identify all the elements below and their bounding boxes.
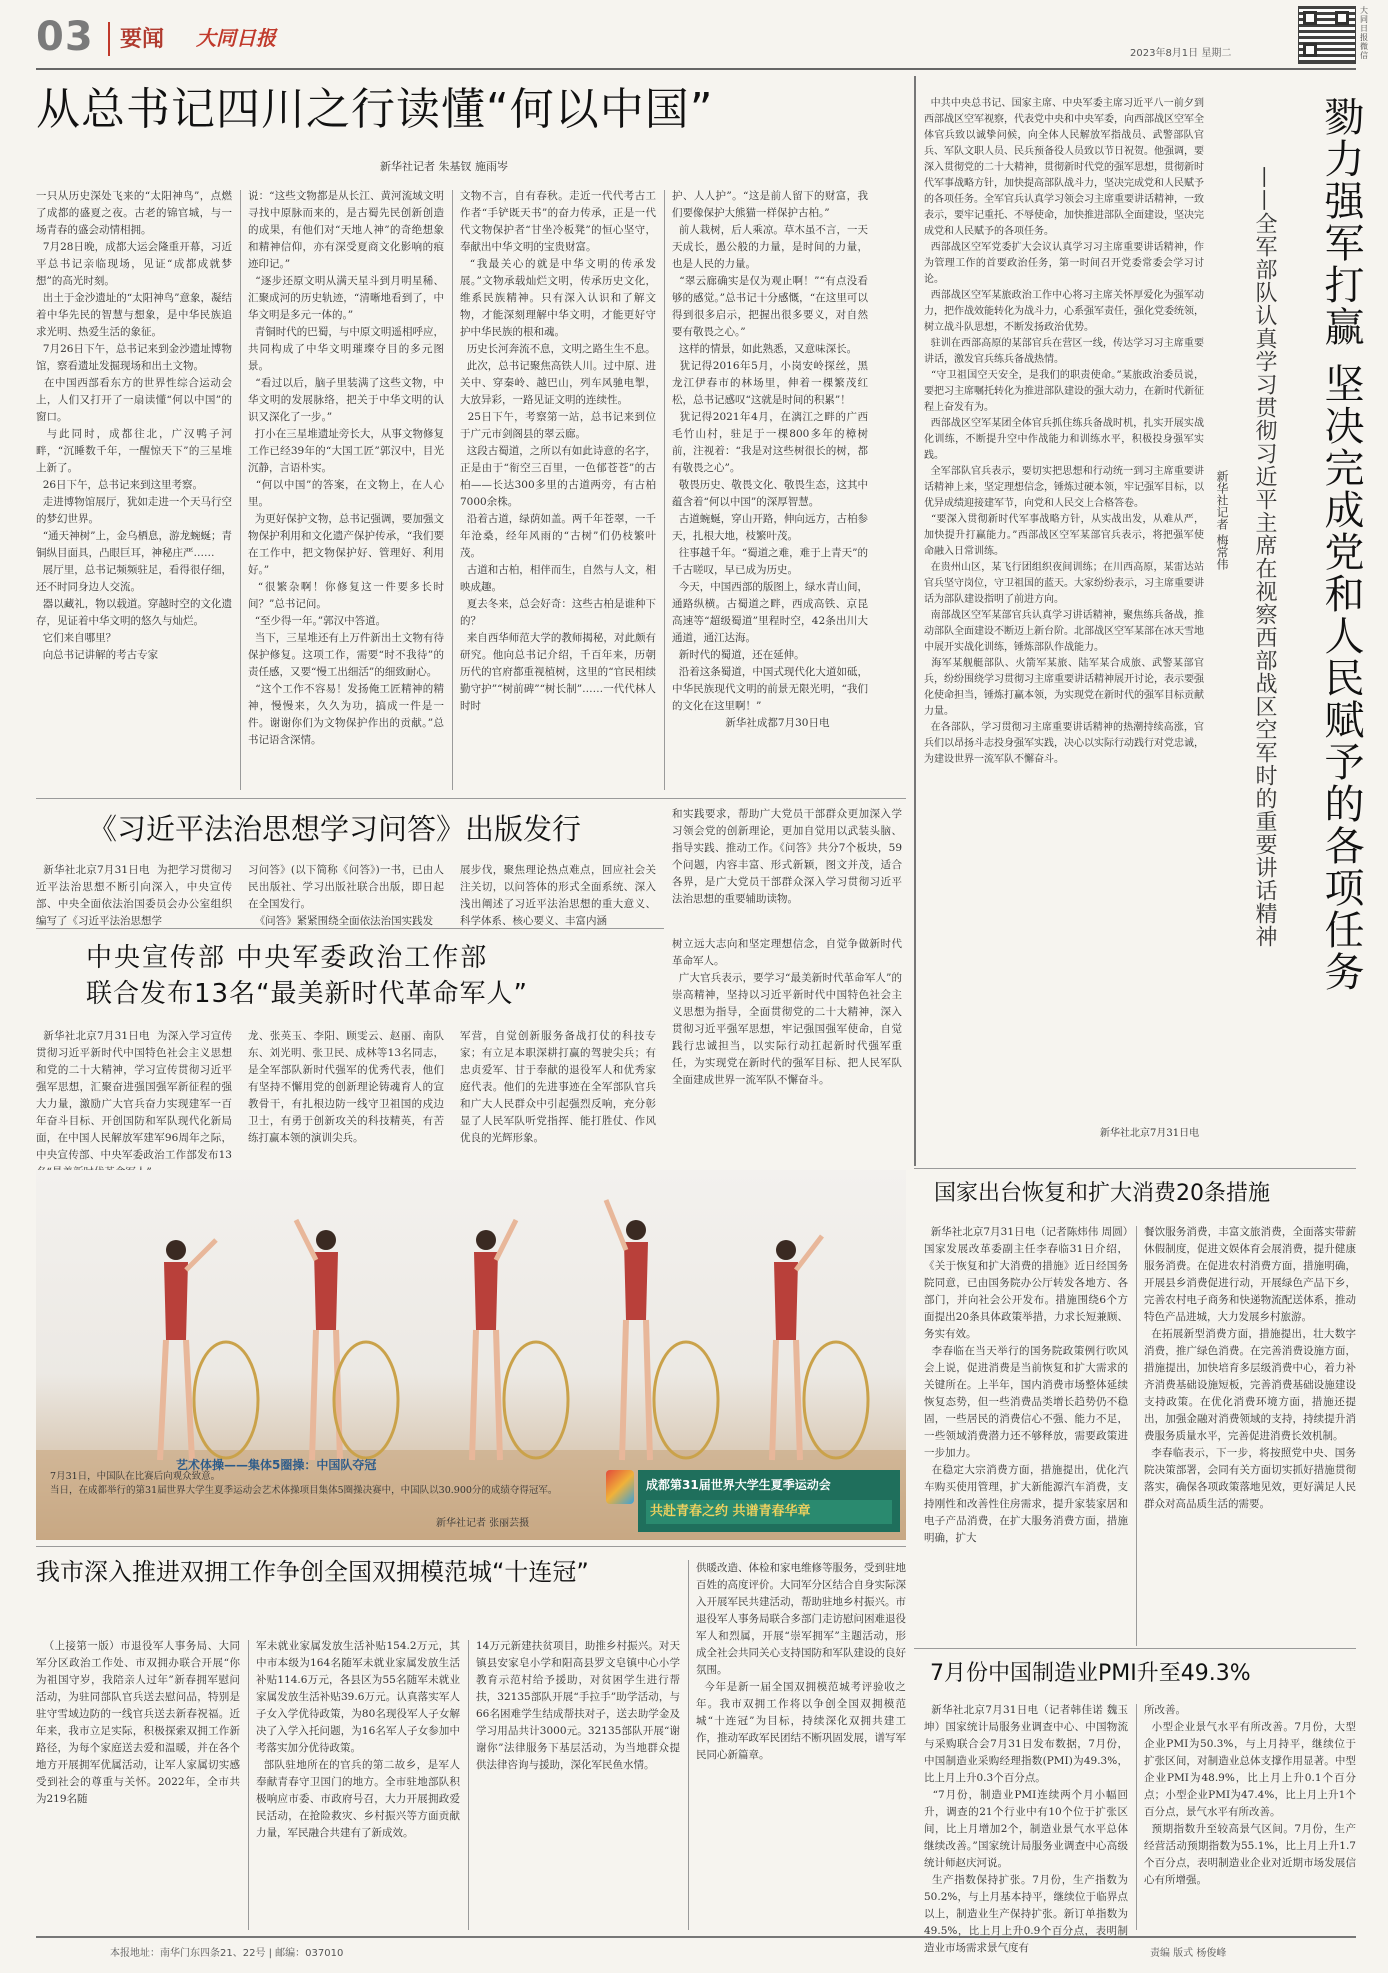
book-col-2: 习问答》(以下简称《问答》)一书，已由人民出版社、学习出版社联合出版，即日起在全国发行。 《问答》紧紧围绕全面依法治国实践发 [248,864,444,927]
banner-line-2: 共赴青春之约 共谱青春华章 [646,1500,892,1524]
universiade-banner [638,1470,900,1532]
qr-caption: 大同日报微信 [1360,6,1368,60]
book-headline: 《习近平法治思想学习问答》出版发行 [88,812,582,846]
photo-caption: 7月31日，中国队在比赛后向观众致意。 当日，在成都举行的第31届世界大学生夏季运动会艺术体操项目集体5圈操决赛中，中国队以30.900分的成绩夺得冠军。 [50,1471,558,1496]
consumption-headline: 国家出台恢复和扩大消费20条措施 [934,1181,1270,1206]
photo-title: 艺术体操——集体5圈操：中国队夺冠 [176,1458,377,1472]
side-article-dateline: 新华社北京7月31日电 [1100,1128,1200,1139]
main-col-4: 护、人人护”。“这是前人留下的财富，我们要像保护大熊猫一样保护古柏。” 前人栽树，后人乘凉。草木虽不言，一天天成长，愚公般的力量，是时间的力量，也是人民的力量。 “翠云廊确实是仅为观止啊！”“有点没看够的感觉。”总书记十分感慨，“在这里可以得到很多启示，把握出很多要义，对自然要有敬畏之心。” 这样的情景，如此熟悉，又意味深长。 犹记得2016年5月，小岗安岭探丝，黑龙江伊春市的林场里，伸着一棵繁茂红松，总书记感叹“这就是时间的积累”！ 犹记得2021年4月，在漓江之畔的广西毛竹山村，驻足于一棵800多年的樟树前，注视着：“我是对这些树很长的树，都有敬畏之心”。 敬畏历史、敬畏文化、敬畏生态，这其中蕴含着“何以中国”的深厚智慧。 古道蜿蜒，穿山开路，伸向远方，古柏参天，扎根大地，枝繁叶茂。 往事越千年。“蜀道之难，难于上青天”的千古嗟叹，早已成为历史。 今天，中国西部的版图上，绿水青山间，通路纵横。古蜀道之畔，西成高铁、京昆高速等“超级蜀道”里程时空，42条出川大通道，通江达海。 新时代的蜀道，还在延伸。 沿着这条蜀道，中国式现代化大道如砥，中华民族现代文明的前景无限光明，“我们的文化在这里啊！” 新华社成都7月30日电 [672,190,868,729]
heroes-col-4: 树立远大志向和坚定理想信念，自觉争做新时代革命军人。 广大官兵表示，要学习“最美新时代革命军人”的崇高精神，坚持以习近平新时代中国特色社会主义思想为指导，全面贯彻党的二十大精神，深入贯彻习近平强军思想，牢记强国强军使命，自觉践行忠诚担当，以实际行动扛起新时代强军重任，为实现党在新时代的强军目标、把人民军队全面建成世界一流军队不懈奋斗。 [672,938,902,1086]
main-col-1: 一只从历史深处飞来的“太阳神鸟”，点燃了成都的盛夏之夜。古老的锦官城，与一场青春的盛会动情相拥。 7月28日晚，成都大运会隆重开幕，习近平总书记亲临现场，见证“成都成就梦想”的高光时刻。 出土于金沙遗址的“太阳神鸟”意象，凝结着中华先民的智慧与想象，是中华民族追求光明、热爱生活的象征。 7月26日下午，总书记来到金沙遗址博物馆，察看遗址发掘现场和出土文物。 在中国西部看东方的世界性综合运动会上，人们又打开了一扇读懂“何以中国”的窗口。 与此同时，成都往北，广汉鸭子河畔，“沉睡数千年，一醒惊天下”的三星堆上新了。 26日下午，总书记来到这里考察。 走进博物馆展厅，犹如走进一个天马行空的梦幻世界。 “通天神树”上，金乌栖息，游龙蜿蜒；青铜纵目面具，凸眼巨耳，神秘庄严…… 展厅里，总书记频频驻足，看得很仔细，还不时同身边人交流。 器以藏礼，物以载道。穿越时空的文化遗存，见证着中华文明的悠久与灿烂。 它们来自哪里？ 向总书记讲解的考古专家 [36,190,233,661]
main-col-3: 文物不言，自有春秋。走近一代代考古工作者“手铲既天书”的奋力传承，正是一代代文物保护者“甘坐冷板凳”的恒心坚守，奉献出中华文明的宝贵财富。 “我最关心的就是中华文明的传承发展。”文物承载灿烂文明，传承历史文化，维系民族精神。只有深入认识和了解文物，才能深刻理解中华文明，才能更好守护中华民族的根和魂。 历史长河奔流不息，文明之路生生不息。 此次，总书记聚焦高铁人川。过中原、进关中、穿秦岭、越巴山，列车风驰电掣，大放异彩，一路见证文明的连续性。 25日下午，考察第一站，总书记来到位于广元市剑阁县的翠云廊。 这段古蜀道，之所以有如此诗意的名字，正是由于“衔空三百里，一色郁苍苍”的古柏——长达300多里的古道两旁，有古柏7000余株。 沿着古道，绿荫如盖。两千年苍翠，一千年沧桑，经年风雨的“古树”们仍枝繁叶茂。 古道和古柏，相伴而生，自然与人文，相映成趣。 夏去冬来，总会好奇：这些古柏是谁种下的？ 来自西华师范大学的教师揭秘，对此颇有研究。他向总书记介绍，千百年来，历朝历代的官府都重视植树，这里的“官民相续勤守护”“树前碑”“树长制”……一代代林人时时 [460,190,656,712]
heroes-col-3: 军营，自觉创新服务备战打仗的科技专家；有立足本职深耕打赢的驾驶尖兵；有忠贞爱军、甘于奉献的退役军人和优秀家庭代表。他们的先进事迹在全军部队官兵和广大人民群众中引起强烈反响，充分彰显了人民军队听党指挥、能打胜仗、作风优良的光辉形象。 [460,1030,656,1144]
heroes-col-2: 龙、张英玉、李阳、顾雯云、赵丽、南队东、刘光明、张卫民、成林等13名同志，是全军部队新时代强军的优秀代表，他们有坚持不懈用党的创新理论铸魂育人的宣教骨干，有扎根边防一线守卫祖国的戍边卫士，有勇于创新攻关的科技精英，有苦练打赢本领的演训尖兵。 [248,1030,444,1144]
masthead-logo: 大同日报 [196,26,276,50]
banner-line-1: 成都第31届世界大学生夏季运动会 [646,1478,831,1492]
main-col-2: 说：“这些文物都是从长江、黄河流域文明寻找中原脉而来的，是古蜀先民创新创造的成果，有他们对“天地人神”的奇绝想象和精神信仰，亦有深受夏商文化影响的痕迹印记。” “逐步还原文明从满天星斗到月明星稀、汇聚成河的历史轨迹，“清晰地看到了，中华文明是多元一体的。” 青铜时代的巴蜀，与中原文明遥相呼应，共同构成了中华文明璀璨夺目的多元图景。 “看过以后，脑子里装满了这些文物，中华文明的发展脉络，把关于中华文明的认识又深化了一步。” 打小在三星堆遗址旁长大，从事文物修复工作已经39年的“大国工匠”郭汉中，目光沉静，言语朴实。 “何以中国”的答案，在文物上，在人心里。 为更好保护文物，总书记强调，要加强文物保护利用和文化遗产保护传承，“我们要在工作中，把文物保护好、管理好、利用好。” “很繁杂啊！你修复这一件要多长时间？”总书记问。 “至少得一年。”郭汉中答道。 当下，三星堆还有上万件新出土文物有待保护修复。这项工作，需要“时不我待”的责任感，又要“慢工出细活”的细致耐心。 “这个工作不容易！发扬俺工匠精神的精神，慢慢来，久久为功，搞成一件是一件。谢谢你们为文物保护作出的贡献。”总书记语含深情。 [248,190,444,746]
pmi-headline: 7月份中国制造业PMI升至49.3% [930,1661,1251,1686]
side-article-body: 中共中央总书记、国家主席、中央军委主席习近平八一前夕到西部战区空军视察，代表党中央和中央军委，向西部战区空军全体官兵致以诚挚问候，向全体人民解放军指战员、武警部队官兵、军队文职人员、民兵预备役人员致以节日祝贺。他强调，要深入贯彻党的二十大精神，贯彻新时代党的强军思想，贯彻新时代军事战略方针，加快提高部队战斗力，坚决完成党和人民赋予的各项任务。全军官兵认真学习领会习主席重要讲话精神，一致表示，要牢记重托、不辱使命，加快推进部队全面建设，坚决完成党和人民赋予的各项任务。 西部战区空军党委扩大会议认真学习习主席重要讲话精神，作为管理工作的首要政治任务，第一时间召开党委常委会学习讨论。 西部战区空军某旅政治工作中心将习主席关怀厚爱化为强军动力，把作战效能转化为战斗力，心系强军责任，强化党委统领，树立战斗队思想，不断发扬政治优势。 驻训在西部高原的某部官兵在营区一线，传达学习习主席重要讲话，激发官兵练兵备战热情。 “守卫祖国空天安全，是我们的职责使命。”某旅政治委员说，要把习主席嘱托转化为推进部队建设的强大动力，在新时代新征程上奋发有为。 西部战区空军某团全体官兵抓住练兵备战时机，扎实开展实战化训练，不断提升空中作战能力和训练水平，积极投身强军实践。 全军部队官兵表示，要切实把思想和行动统一到习主席重要讲话精神上来，坚定理想信念，锤炼过硬本领，牢记强军目标，以优异成绩迎接建军节，向党和人民交上合格答卷。 “要深入贯彻新时代军事战略方针，从实战出发，从难从严，加快提升打赢能力。”西部战区空军某部官兵表示，将把强军使命融入日常训练。 在贵州山区，某飞行团组织夜间训练；在川西高原，某雷达站官兵坚守岗位，守卫祖国的蓝天。大家纷纷表示，习主席重要讲话为部队建设指明了前进方向。 南部战区空军某部官兵认真学习讲话精神，聚焦练兵备战，推动部队全面建设不断迈上新台阶。北部战区空军某部在冰天雪地中展开实战化训练，锤炼部队作战能力。 海军某舰艇部队、火箭军某旅、陆军某合成旅、武警某部官兵，纷纷围绕学习贯彻习主席重要讲话精神展开讨论，表示要强化使命担当，锤炼打赢本领，为实现党在新时代的强军目标贡献力量。 在各部队，学习贯彻习主席重要讲话精神的热潮持续高涨，官兵们以昂扬斗志投身强军实践，决心以实际行动践行对党忠诚，为建设世界一流军队不懈奋斗。 [924,98,1205,765]
pmi-col-2: 所改善。 小型企业景气水平有所改善。7月份，大型企业PMI为50.3%，与上月持平，继续位于扩张区间，对制造业总体支撑作用显著。中型企业PMI为48.9%，比上月上升0.1个百分点；小型企业PMI为47.4%，比上月上升1个百分点，景气水平有所改善。 预期指数升至较高景气区间。7月份，生产经营活动预期指数为55.1%，比上月上升1.7个百分点，表明制造业企业对近期市场发展信心有所增强。 [1144,1704,1356,1886]
double-support-headline: 我市深入推进双拥工作争创全国双拥模范城“十连冠” [36,1558,589,1586]
header-rule [36,68,1356,70]
pmi-col-1: 新华社北京7月31日电（记者韩佳诺 魏玉坤）国家统计局服务业调查中心、中国物流与采购联合会7月31日发布数据，7月份，中国制造业采购经理指数(PMI)为49.3%，比上月上升0.3个百分点。 “7月份，制造业PMI连续两个月小幅回升，调查的21个行业中有10个位于扩张区间，比上月增加2个，制造业景气水平总体继续改善。”国家统计局服务业调查中心高级统计师赵庆河说。 生产指数保持扩张。7月份，生产指数为50.2%，与上月基本持平，继续位于临界点以上，制造业生产保持扩张。新订单指数为49.5%，比上月上升0.9个百分点，表明制造业市场需求景气度有 [924,1704,1128,1954]
double-support-col-4: 供暖改造、体检和家电维修等服务，受到驻地百姓的高度评价。大同军分区结合自身实际深入开展军民共建活动，帮助驻地乡村振兴。市退役军人事务局联合多部门走访慰问困难退役军人和烈属，开展“崇军拥军”主题活动，形成全社会共同关心支持国防和军队建设的良好氛围。 今年是新一届全国双拥模范城考评验收之年。我市双拥工作将以争创全国双拥模范城“十连冠”为目标，持续深化双拥共建工作，推动军政军民团结不断巩固发展，谱写军民同心新篇章。 [696,1562,906,1761]
book-col-4: 和实践要求，帮助广大党员干部群众更加深入学习领会党的创新理论，更加自觉用以武装头脑、指导实践、推动工作。《问答》共分7个板块，59个问题，内容丰富、形式新颖，图文并茂，适合各界，是广大党员干部群众深入学习贯彻习近平法治思想的重要辅助读物。 [672,808,902,905]
consumption-col-1: 新华社北京7月31日电（记者陈炜伟 周圆）国家发展改革委副主任李春临31日介绍，《关于恢复和扩大消费的措施》近日经国务院同意，已由国务院办公厅转发各地方、各部门，并向社会公开发布。措施围绕6个方面提出20条具体政策举措，力求长短兼顾、务实有效。 李春临在当天举行的国务院政策例行吹风会上说，促进消费是当前恢复和扩大需求的关键所在。上半年，国内消费市场整体延续恢复态势，但一些消费品类增长趋势仍不稳固，一些居民的消费信心不强、能力不足，一些领域消费潜力还不够释放，需要政策进一步加力。 在稳定大宗消费方面，措施提出，优化汽车购买使用管理，扩大新能源汽车消费，支持刚性和改善性住房需求，提升家装家居和电子产品消费，在扩大服务消费方面，措施明确，扩大 [924,1226,1128,1544]
book-col-3: 展步伐，聚焦理论热点难点，回应社会关注关切，以问答体的形式全面系统、深入浅出阐述了习近平法治思想的重大意义、科学体系、核心要义、丰富内涵 [460,864,656,927]
universiade-logo [606,1470,634,1504]
consumption-col-2: 餐饮服务消费，丰富文旅消费，全面落实带薪休假制度，促进文娱体育会展消费，提升健康服务消费。在促进农村消费方面，措施明确，开展县乡消费促进行动，开展绿色产品下乡，完善农村电子商务和快递物流配送体系，推动特色产品进城，大力发展乡村旅游。 在拓展新型消费方面，措施提出，壮大数字消费，推广绿色消费。在完善消费设施方面，措施提出，加快培育多层级消费中心，着力补齐消费基础设施短板，完善消费基础设施建设支持政策。在优化消费环境方面，措施还提出，加强金融对消费领域的支持，持续提升消费服务质量水平，完善促进消费长效机制。 李春临表示，下一步，将按照党中央、国务院决策部署，会同有关方面切实抓好措施贯彻落实，确保各项政策落地见效，更好满足人民群众对高品质生活的需要。 [1144,1226,1356,1510]
header-divider [108,22,110,56]
page-header [0,0,1388,70]
main-headline: 从总书记四川之行读懂“何以中国” [36,84,714,135]
page-number: 03 [36,14,94,60]
heroes-headline-line-1: 中央宣传部 中央军委政治工作部 [86,943,489,973]
qr-code [1298,6,1356,64]
section-name: 要闻 [120,27,165,52]
book-col-1: 新华社北京7月31日电 为把学习贯彻习近平法治思想不断引向深入，中央宣传部、中央全面依法治国委员会办公室组织编写了《习近平法治思想学 [36,864,232,927]
footer-editor: 责编 版式 杨俊峰 [1150,1948,1227,1959]
footer-address: 本报地址：南华门东四条21、22号 | 邮编：037010 [110,1948,344,1959]
double-support-col-2: 军未就业家属发放生活补贴154.2万元，其中市本级为164名随军未就业家属发放生活补贴114.6万元，各县区为55名随军未就业家属发放生活补贴39.6万元。认真落实军人子女入学优待政策，为80名现役军人子女解决了入学入托问题，为16名军人子女参加中考落实加分优待政策。 部队驻地所在的官兵的第二故乡，是军人奉献青春守卫国门的地方。全市驻地部队积极响应市委、市政府号召，大力开展拥政爱民活动，在抢险救灾、乡村振兴等方面贡献力量，军民融合共建有了新成效。 [256,1640,460,1839]
side-article-headline: 勠力强军打赢 坚决完成党和人民赋予的各项任务 [1318,96,1364,993]
issue-date: 2023年8月1日 星期二 [1130,48,1232,59]
main-byline: 新华社记者 朱基钗 施雨岑 [380,160,508,173]
gymnastics-photo [36,1170,906,1540]
double-support-col-1: （上接第一版）市退役军人事务局、大同军分区政治工作处、市双拥办联合开展“你为祖国守岁，我陪亲人过年”新春拥军慰问活动，为驻同部队官兵送去慰问品，特别是驻守雪域边防的一线官兵送去新春祝福。近年来，我市立足实际，积极探索双拥工作新路径，为每个家庭送去爱和温暖，并在各个地方开展拥军优属活动，让军人家属切实感受到社会的尊重与关怀。2022年，全市共为219名随 [36,1640,240,1805]
side-article-subhead: ——全军部队认真学习贯彻习近平主席在视察西部战区空军时的重要讲话精神 [1252,166,1277,948]
heroes-col-1: 新华社北京7月31日电 为深入学习宣传贯彻习近平新时代中国特色社会主义思想和党的二十大精神，学习宣传贯彻习近平强军思想，汇聚奋进强国强军新征程的强大力量，激励广大官兵奋力实现建军一百年奋斗目标、开创国防和军队现代化新局面，在中国人民解放军建军96周年之际，中央宣传部、中央军委政治工作部发布13 [36,1030,232,1161]
side-article-byline: 新华社记者 梅常伟 [1215,470,1229,570]
double-support-col-3: 14万元新建扶贫项目，助推乡村振兴。对天镇县安家皂小学和阳高县罗文皂镇中心小学教育示范村给予援助，对贫困学生进行帮扶，32135部队开展“手拉手”助学活动，与66名困难学生结成帮扶对子，送去助学金及学习用品共计3000元。32135部队开展“谢谢你”法律服务下基层活动，为当地群众提供法律咨询与援助，深化军民鱼水情。 [476,1640,680,1771]
heroes-headline-line-2: 联合发布13名“最美新时代革命军人” [86,979,529,1009]
photo-credit: 新华社记者 张丽芸摄 [436,1518,530,1529]
